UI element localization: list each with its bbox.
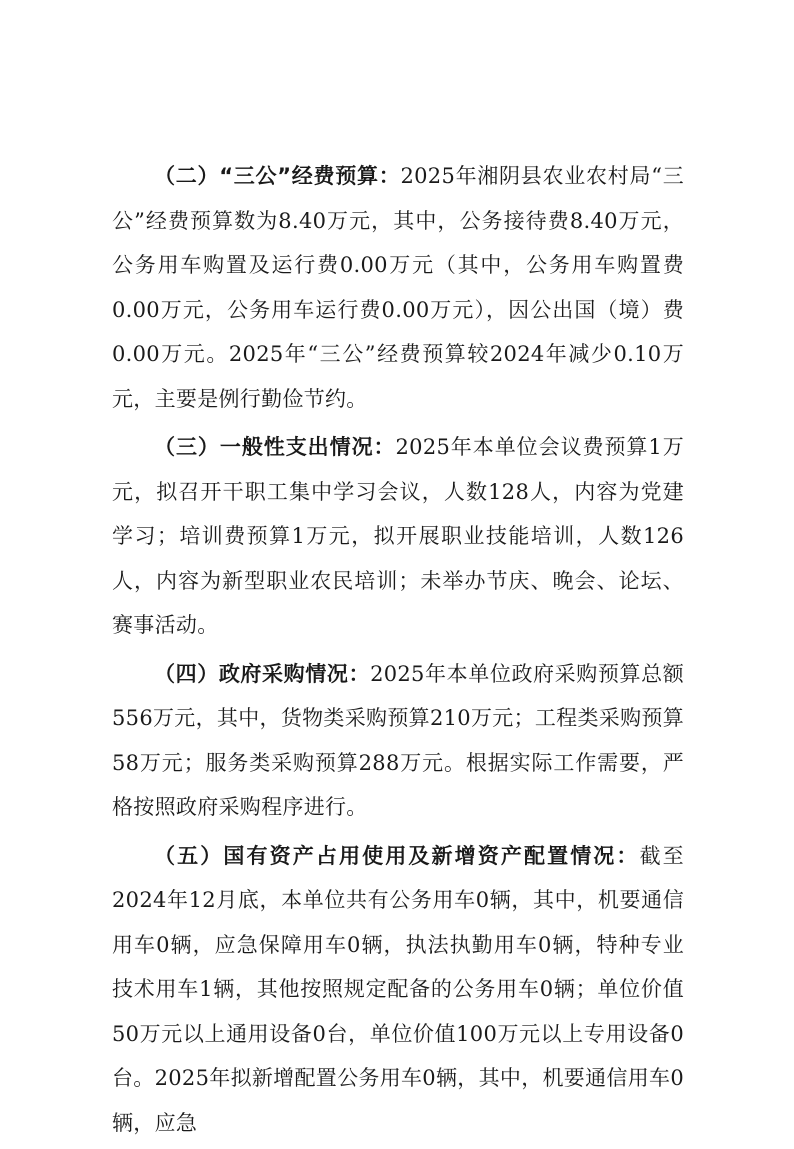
- section-heading: （四）政府采购情况：: [154, 661, 371, 686]
- section-heading: （三）一般性支出情况：: [154, 435, 396, 459]
- document-page: [112, 154, 684, 1149]
- section-state-assets: [112, 834, 684, 1146]
- section-body: 2025年本单位会议费预算1万元，拟召开干职工集中学习会议，人数128人，内容为党建学习；培训费预算1万元，拟开展职业技能培训，人数126人，内容为新型职业农民培训；未举办节庆、晚会、论坛、赛事活动。: [112, 435, 684, 637]
- section-heading: （五）国有资产占用使用及新增资产配置情况：: [154, 843, 640, 868]
- section-heading: （二）“三公”经费预算：: [154, 164, 401, 188]
- section-three-public-funds: [112, 154, 684, 421]
- section-general-expenditure: [112, 425, 684, 648]
- section-body: 2025年本单位政府采购预算总额556万元，其中，货物类采购预算210万元；工程类采购预算58万元；服务类采购预算288万元。根据实际工作需要，严格按照政府采购程序进行。: [112, 661, 685, 819]
- section-government-procurement: [112, 652, 684, 830]
- section-body: 2025年湘阴县农业农村局“三公”经费预算数为8.40万元，其中，公务接待费8.40万元，公务用车购置及运行费0.00万元（其中，公务用车购置费0.00万元，公务用车运行费0.00万元），因公出国（境）费0.00万元。2025年“三公”经费预算较2024年减少0.10万元，主要是例行勤俭节约。: [112, 164, 684, 411]
- section-body: 截至2024年12月底，本单位共有公务用车0辆，其中，机要通信用车0辆，应急保障用车0辆，执法执勤用车0辆，特种专业技术用车1辆，其他按照规定配备的公务用车0辆；单位价值50万元以上通用设备0台，单位价值100万元以上专用设备0台。2025年拟新增配置公务用车0辆，其中，机要通信用车0辆，应急: [112, 843, 684, 1135]
